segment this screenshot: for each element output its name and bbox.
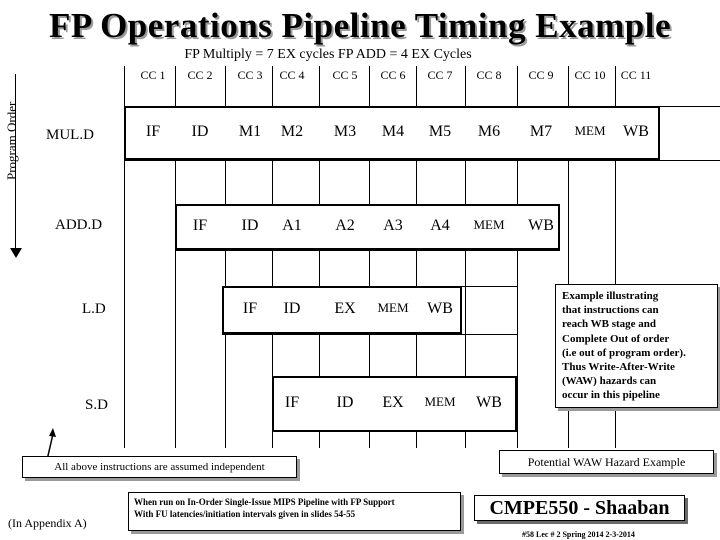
pipeline-stage: IF <box>242 300 258 317</box>
pipeline-stage: WB <box>476 394 502 411</box>
pipeline-stage: EX <box>334 300 356 317</box>
pipeline-stage: IF <box>284 394 300 411</box>
arrow-down-icon <box>10 248 22 258</box>
pipeline-stage: M1 <box>238 123 262 140</box>
clock-cycle-header: CC 8 <box>476 68 502 82</box>
clock-cycle-header: CC 4 <box>279 68 305 82</box>
note-line: Example illustrating <box>562 290 659 302</box>
slide-footer: #58 Lec # 2 Spring 2014 2-3-2014 <box>522 530 635 539</box>
pipeline-stage: ID <box>241 217 259 234</box>
note-line: reach WB stage and <box>562 318 657 331</box>
program-order-arrow-shaft <box>15 74 16 254</box>
pipeline-stage: ID <box>191 123 209 140</box>
instruction-name: ADD.D <box>55 217 103 233</box>
pipeline-stage: M5 <box>428 123 452 140</box>
pipeline-stage: A3 <box>383 217 403 234</box>
note-line: occur in this pipeline <box>562 389 660 402</box>
clock-cycle-header: CC 9 <box>528 68 554 82</box>
clock-cycle-header: CC 7 <box>427 68 453 82</box>
in-order-note-line-2: With FU latencies/initiation intervals given in slides 54-55 <box>134 509 356 519</box>
pipeline-stage: A1 <box>282 217 302 234</box>
clock-cycle-header: CC 2 <box>187 68 213 82</box>
latency-subtitle: FP Multiply = 7 EX cycles FP ADD = 4 EX Cycles <box>184 47 472 62</box>
pipeline-stage: EX <box>382 394 404 411</box>
course-label: CMPE550 - Shaaban <box>474 495 685 521</box>
pipeline-stage: WB <box>427 300 453 317</box>
pipeline-stage: M6 <box>477 123 501 140</box>
pipeline-stage: MEM <box>424 394 456 409</box>
clock-cycle-header: CC 1 <box>140 68 166 82</box>
pipeline-stage: MEM <box>473 217 505 232</box>
grid-row-line <box>222 334 517 335</box>
pipeline-stage: M7 <box>529 123 553 140</box>
pipeline-stage: MEM <box>377 300 409 315</box>
instruction-name: S.D <box>85 397 108 413</box>
assumption-label: All above instructions are assumed independent <box>22 456 297 478</box>
note-line: (i.e out of program order). <box>562 346 686 359</box>
in-order-note-line-1: When run on In-Order Single-Issue MIPS Pipeline with FP Support <box>134 497 395 507</box>
in-order-pipeline-note <box>128 492 461 531</box>
appendix-reference: (In Appendix A) <box>8 516 87 530</box>
instruction-name: MUL.D <box>46 127 94 143</box>
note-line: that instructions can <box>562 304 659 317</box>
pipeline-stage: M3 <box>333 123 357 140</box>
clock-cycle-header: CC 5 <box>332 68 358 82</box>
note-line: Complete Out of order <box>562 332 670 345</box>
pipeline-stage: WB <box>623 123 649 140</box>
page-title: FP Operations Pipeline Timing Example <box>49 6 671 45</box>
pipeline-stage: A2 <box>335 217 355 234</box>
instruction-name: L.D <box>82 301 106 317</box>
pipeline-stage: A4 <box>430 217 450 234</box>
program-order-label: Program Order <box>4 101 19 180</box>
clock-cycle-header: CC 10 <box>574 68 606 82</box>
clock-cycle-header: CC 6 <box>380 68 406 82</box>
pipeline-stage: ID <box>283 300 301 317</box>
grid-row-line <box>124 160 720 161</box>
pipeline-stage: IF <box>145 123 161 140</box>
grid-row-line <box>175 250 560 251</box>
note-line: (WAW) hazards can <box>562 375 657 388</box>
pipeline-stage: M4 <box>381 123 405 140</box>
pipeline-stage: WB <box>528 217 554 234</box>
clock-cycle-header: CC 11 <box>620 68 652 82</box>
waw-hazard-label: Potential WAW Hazard Example <box>499 450 714 474</box>
note-line: Thus Write-After-Write <box>562 361 675 374</box>
clock-cycle-header: CC 3 <box>237 68 263 82</box>
pipeline-stage: MEM <box>574 123 606 138</box>
pipeline-stage: ID <box>336 394 354 411</box>
pipeline-stage: M2 <box>280 123 304 140</box>
pipeline-stage: IF <box>192 217 208 234</box>
ooo-completion-note <box>555 284 718 408</box>
